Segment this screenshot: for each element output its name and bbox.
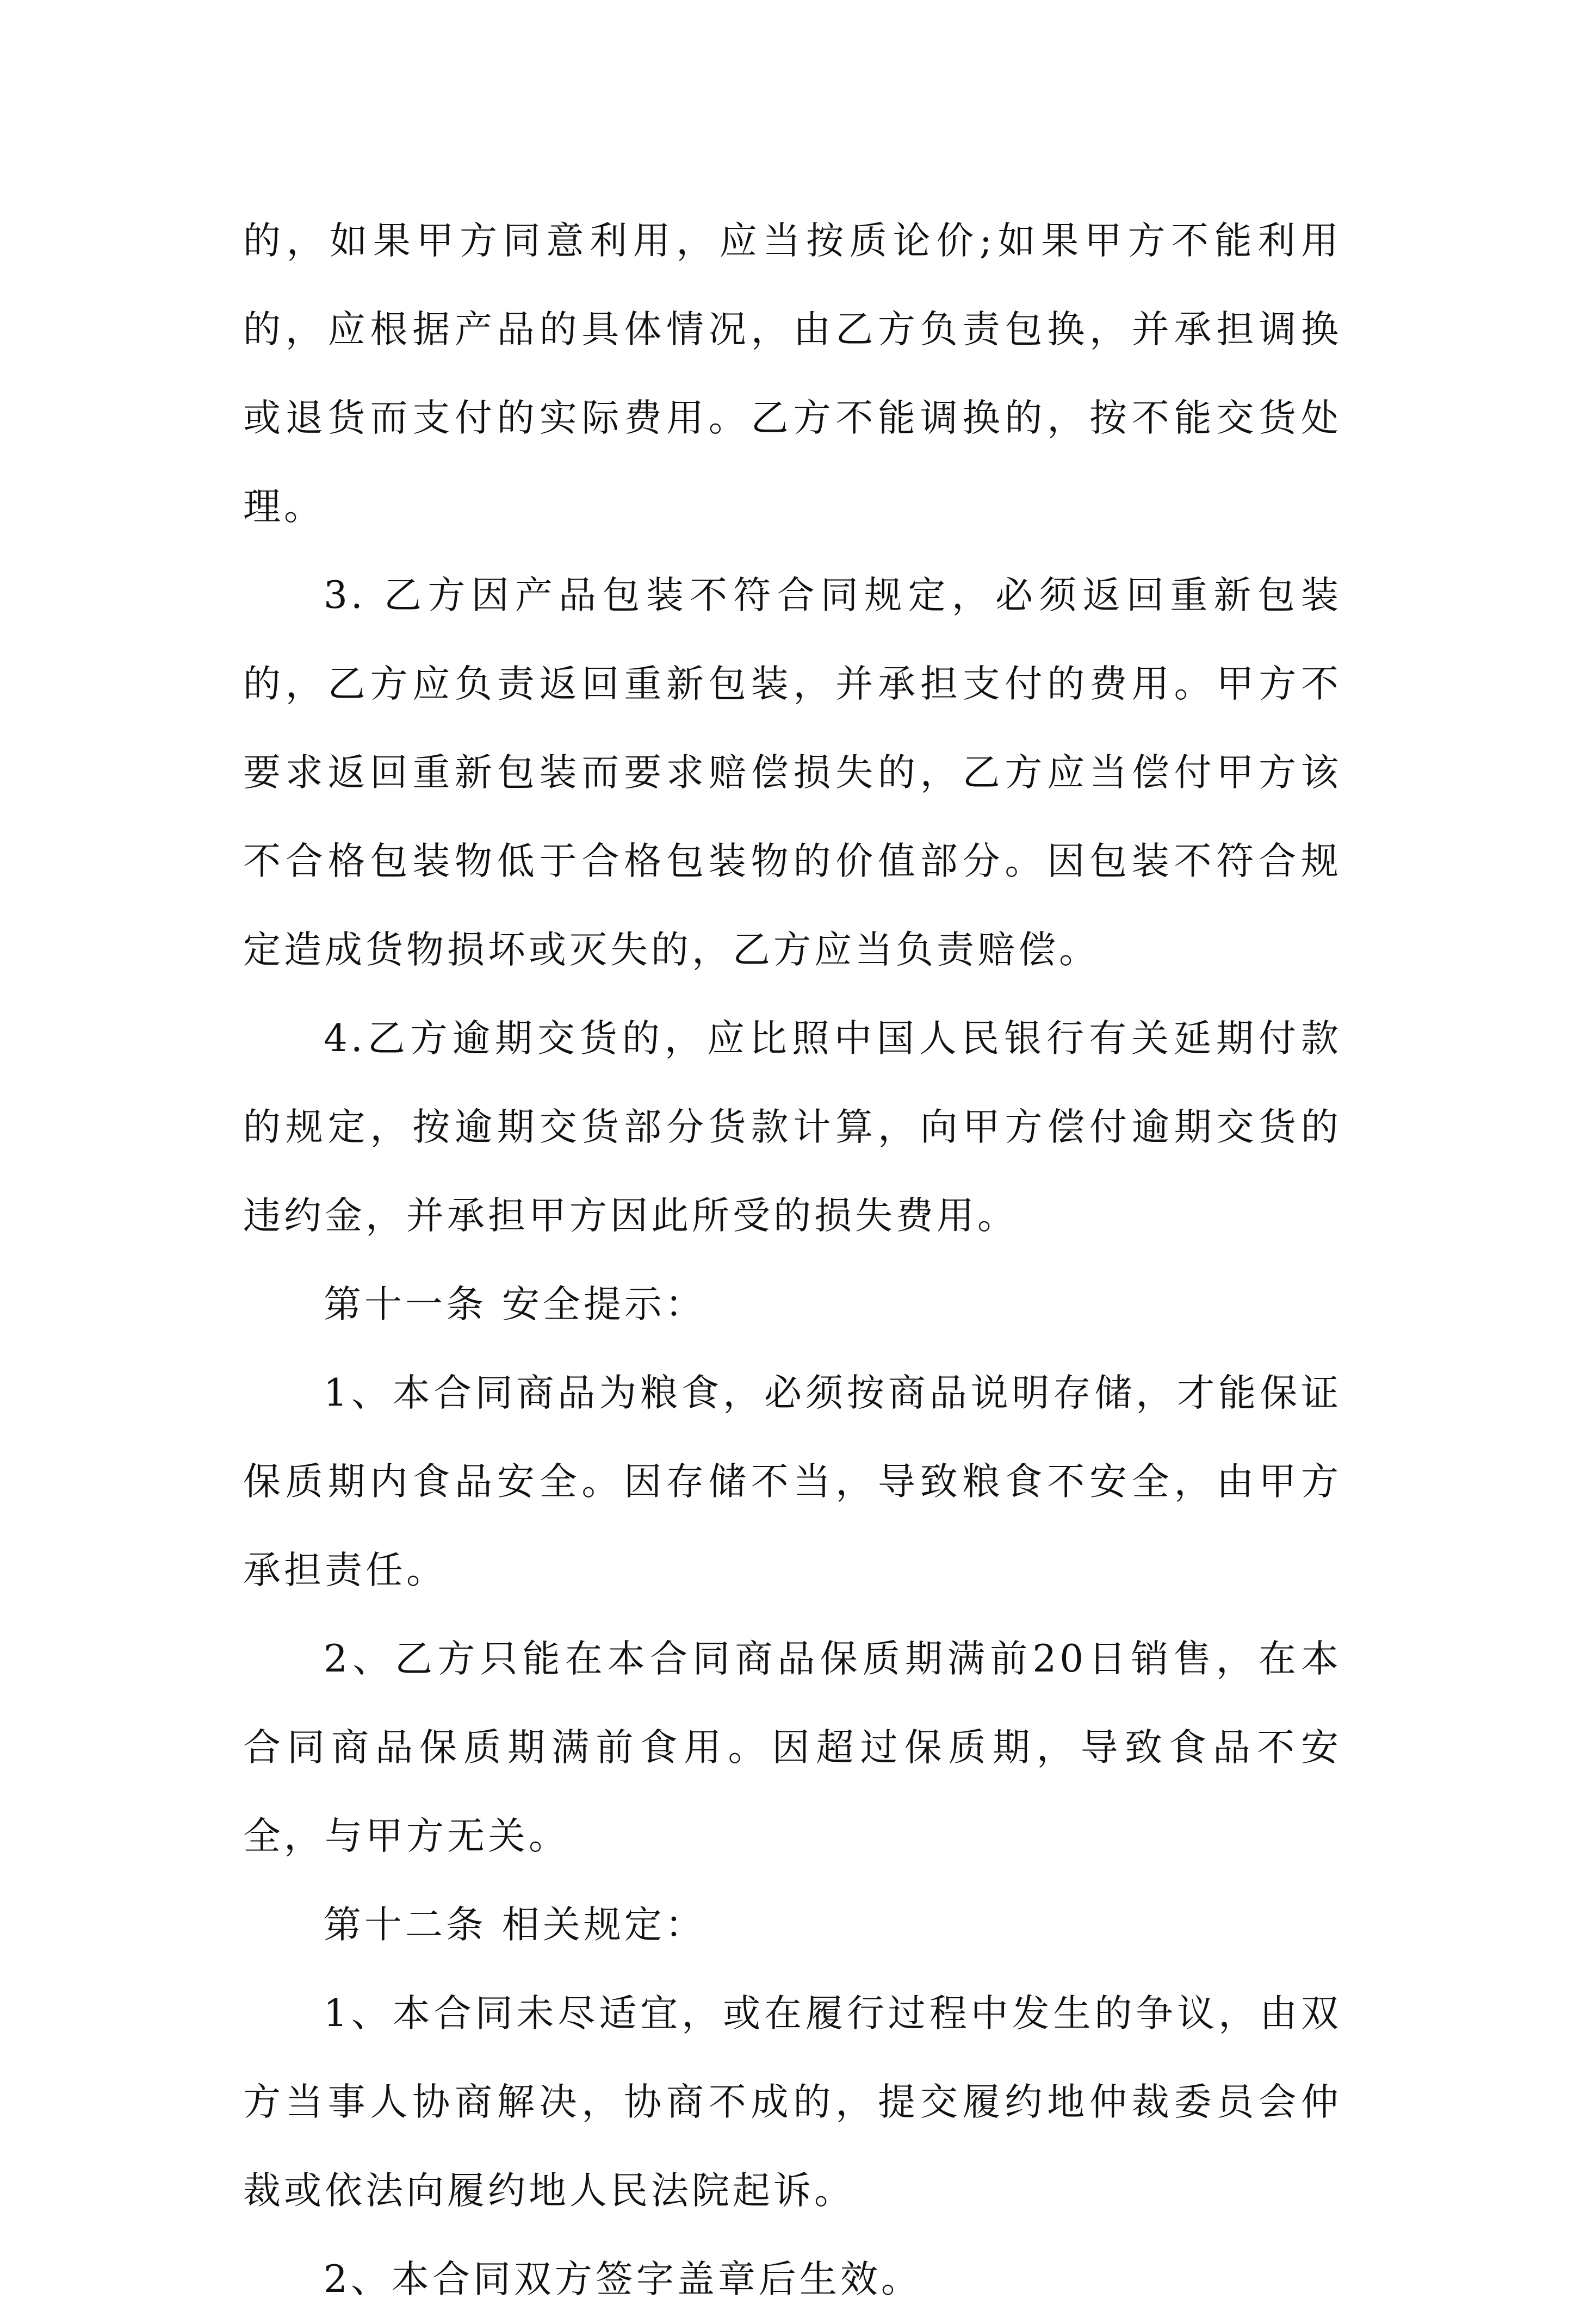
paragraph-article-11-item-2: 2、乙方只能在本合同商品保质期满前20日销售，在本合同商品保质期满前食用。因超过保质期，导致食品不安全，与甲方无关。 [243,1637,1342,1858]
paragraph-article-12-item-1: 1、本合同未尽适宜，或在履行过程中发生的争议，由双方当事人协商解决，协商不成的，提交履约地仲裁委员会仲裁或依法向履约地人民法院起诉。 [243,1992,1342,2213]
paragraph-clause-4: 4.乙方逾期交货的，应比照中国人民银行有关延期付款的规定，按逾期交货部分货款计算，向甲方偿付逾期交货的违约金，并承担甲方因此所受的损失费用。 [243,1017,1342,1238]
article-12-heading: 第十二条 相关规定： [324,1903,706,1947]
paragraph-article-11-item-1: 1、本合同商品为粮食，必须按商品说明存储，才能保证保质期内食品安全。因存储不当，导致粮食不安全，由甲方承担责任。 [243,1371,1342,1592]
paragraph-article-12-item-2: 2、本合同双方签字盖章后生效。 [324,2258,922,2301]
article-11-heading: 第十一条 安全提示： [324,1283,706,1326]
paragraph-clause-3: 3. 乙方因产品包装不符合同规定，必须返回重新包装的，乙方应负责返回重新包装，并承担支付的费用。甲方不要求返回重新包装而要求赔偿损失的，乙方应当偿付甲方该不合格包装物低于合格包装物的价值部分。因包装不符合规定造成货物损坏或灭失的，乙方应当负责赔偿。 [243,574,1342,972]
paragraph-continuation: 的，如果甲方同意利用，应当按质论价;如果甲方不能利用的，应根据产品的具体情况，由乙方负责包换，并承担调换或退货而支付的实际费用。乙方不能调换的，按不能交货处理。 [243,219,1342,529]
document-body [243,197,1342,2324]
